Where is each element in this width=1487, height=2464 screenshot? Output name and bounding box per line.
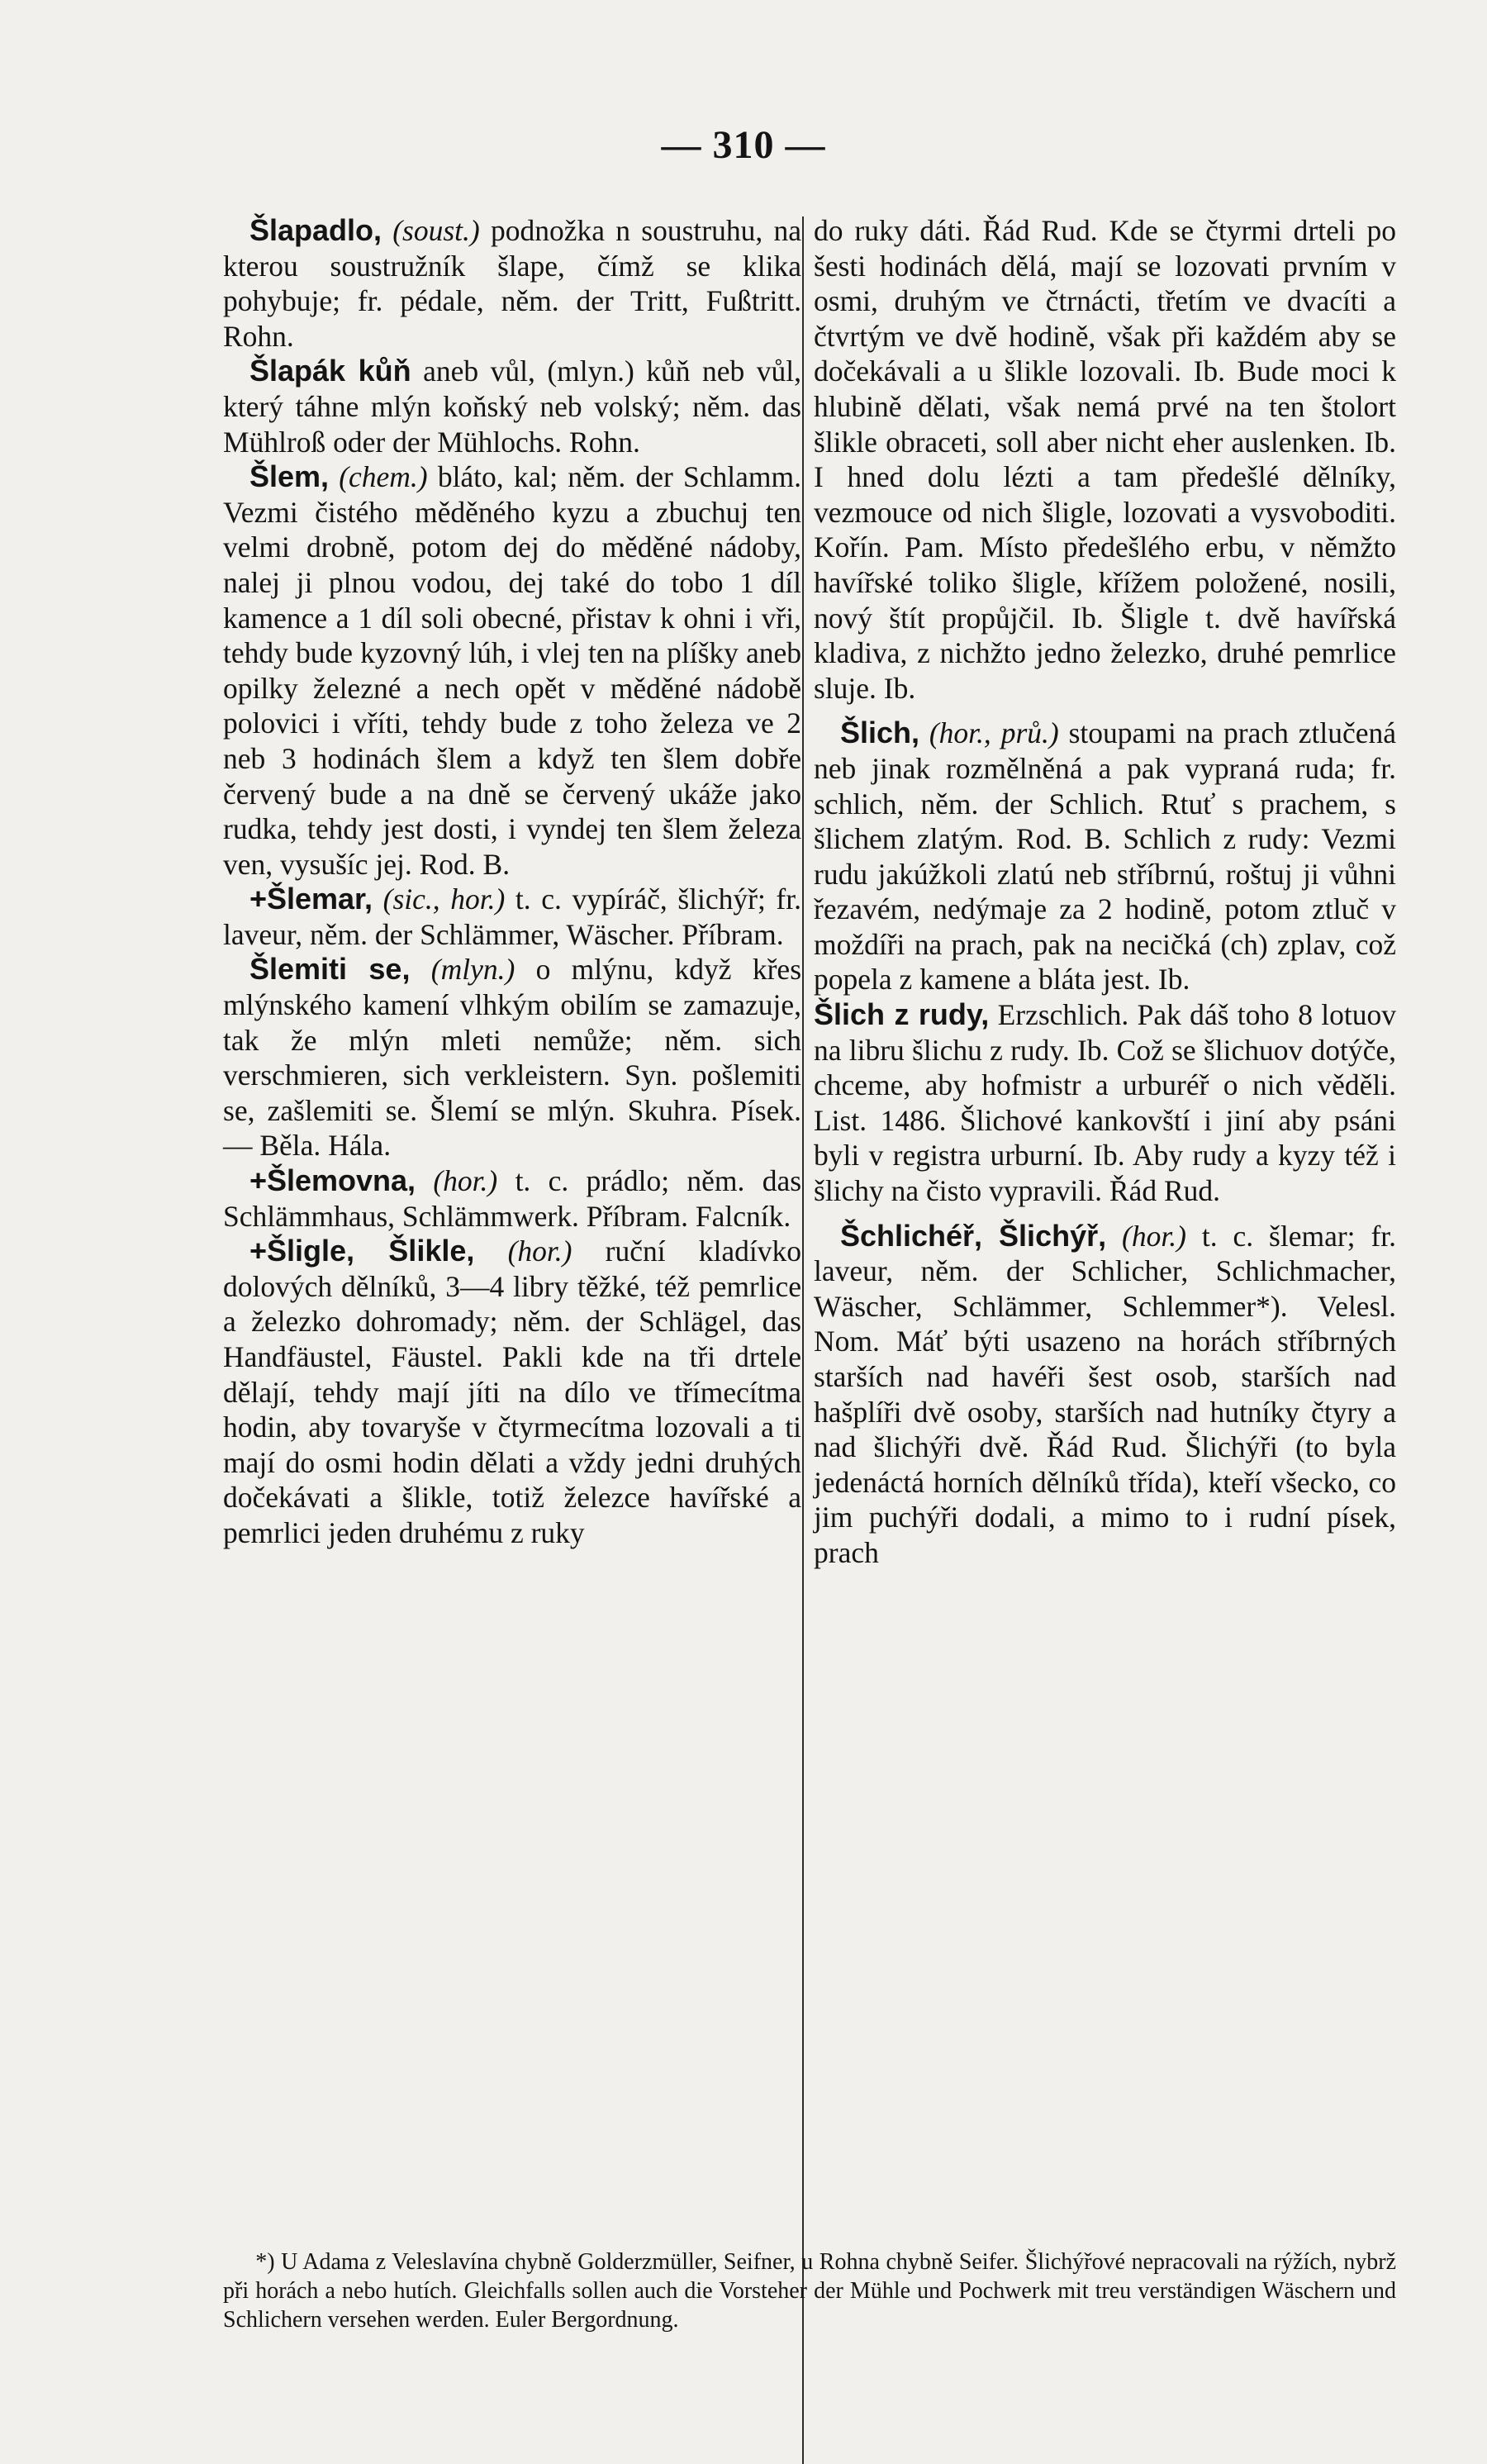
entry-text: aneb vůl, (mlyn.) kůň neb vůl, který táhne mlýn koňský neb volský; něm. das Mühlroß oder der Mühlochs. Rohn. xyxy=(223,354,801,459)
entry xyxy=(223,459,801,882)
entry-text: o mlýnu, když křes mlýnského kamení vlhkým obilím se zamazuje, tak že mlýn mleti nemůže; něm. sich verschmieren, sich verkleistern. Syn. pošlemiti se, zašlemiti se. Šlemí se mlýn. Skuhra. Písek. — Běla. Hála. xyxy=(223,953,802,1163)
headword: Šlem, xyxy=(249,459,329,494)
headword: +Šlemovna, xyxy=(249,1163,416,1198)
grammar-label: (hor.) xyxy=(1122,1219,1186,1253)
entry xyxy=(814,997,1396,1209)
left-column xyxy=(223,213,801,1551)
headword: +Šligle, Šlikle, xyxy=(249,1234,475,1268)
page-number: — 310 — xyxy=(661,123,826,167)
grammar-label: (hor.) xyxy=(507,1234,572,1268)
entry xyxy=(223,1234,801,1550)
entry xyxy=(814,716,1396,997)
footnote-text: *) U Adama z Veleslavína chybně Golderzmüller, Seifner, u Rohna chybně Seifer. Šlichýřové nepracovali na rýžích, nybrž při horách a nebo hutích. Gleichfalls sollen auch die Vorsteher der Mühle und Pochwerk mit treu verständigen Wäschern und Schlichern versehen werden. Euler Bergordnung. xyxy=(223,2249,1396,2333)
entry-text: t. c. vypíráč, šlichýř; fr. laveur, něm. der Schlämmer, Wäscher. Příbram. xyxy=(223,882,801,951)
grammar-label: (soust.) xyxy=(392,214,480,247)
footnote xyxy=(223,2248,1396,2334)
entry-text: bláto, kal; něm. der Schlamm. Vezmi čistého měděného kyzu a zbuchuj ten velmi drobně, potom dej do měděné nádoby, nalej ji plnou vodou, dej také do tobo 1 díl kamence a 1 díl soli obecné, přistav k ohni i vři, tehdy bude kyzovný lúh, i vlej ten na plíšky aneb opilky železné a nech opět v měděné nádobě polovici i vříti, tehdy bude z toho železa ve 2 neb 3 hodinách šlem a když ten šlem dobře červený bude a na dně se červený ukáže jako rudka, tehdy jest dosti, i vyndej ten šlem železa ven, vysušíc jej. Rod. B. xyxy=(223,460,801,881)
headword: Šlemiti se, xyxy=(249,952,411,987)
headword: Šlich, xyxy=(839,716,919,750)
right-column xyxy=(814,213,1396,1571)
grammar-label: (mlyn.) xyxy=(430,953,515,987)
entry-continuation xyxy=(814,213,1396,706)
headword: Šchlichéř, Šlichýř, xyxy=(839,1218,1107,1253)
entry xyxy=(814,1219,1396,1571)
grammar-label: (chem.) xyxy=(339,460,428,494)
headword: Šlich z rudy, xyxy=(814,997,990,1032)
entry xyxy=(223,952,801,1163)
entry xyxy=(223,213,801,354)
entry-text: t. c. prádlo; něm. das Schlämmhaus, Schlämmwerk. Příbram. Falcník. xyxy=(223,1164,802,1233)
entry xyxy=(223,1163,801,1234)
entry-text: do ruky dáti. Řád Rud. Kde se čtyrmi drteli po šesti hodinách dělá, mají se lozovati prvním v osmi, druhým ve čtrnácti, třetím ve dvacíti a čtvrtým ve dvě hodině, však při každém aby se dočekávali a u šlikle lozovali. Ib. Bude moci k hlubině dělati, však nemá prvé na ten štolort šlikle obraceti, soll aber nicht eher auslenken. Ib. I hned dolu lézti a tam předešlé dělníky, vezmouce od nich šligle, lozovati a vysvoboditi. Kořín. Pam. Místo předešlého erbu, v němžto havířské toliko šligle, křížem položené, nosili, nový štít propůjčil. Ib. Šligle t. dvě havířská kladiva, z nichžto jedno železko, druhé pemrlice sluje. Ib. xyxy=(814,214,1396,705)
headword: Šlapák kůň xyxy=(249,354,411,388)
entry-text: stoupami na prach ztlučená neb jinak rozmělněná a pak vypraná ruda; fr. schlich, něm. der Schlich. Rtuť s prachem, s šlichem zlatým. Rod. B. Schlich z rudy: Vezmi rudu jakúžkoli zlatú neb stříbrnú, roštuj ji vůhni řezavém, nedýmaje za 2 hodině, potom ztluč v moždíři na prach, pak na necičká (ch) zplav, což popela z kamene a bláta jest. Ib. xyxy=(814,716,1397,997)
entry-text: ruční kladívko dolových dělníků, 3—4 libry těžké, též pemrlice a železko dohromady; něm. der Schlägel, das Handfäustel, Fäustel. Pakli kde na tři drtele dělají, tehdy mají jíti na dílo ve třímecítma hodin, aby tovaryše v čtyrmecítma lozovali a ti mají do osmi hodin dělati a vždy jedni druhých dočekávati a šlikle, totiž železce havířské a pemrlici jeden druhému z ruky xyxy=(223,1234,802,1549)
entry-text: podnožka n soustruhu, na kterou soustružník šlape, čímž se klika pohybuje; fr. pédale, něm. der Tritt, Fußtritt. Rohn. xyxy=(223,214,802,353)
grammar-label: (sic., hor.) xyxy=(382,882,506,916)
headword: +Šlemar, xyxy=(249,882,373,916)
headword: Šlapadlo, xyxy=(249,213,382,247)
column-divider xyxy=(802,216,804,2464)
entry xyxy=(223,882,801,952)
grammar-label: (hor.) xyxy=(433,1164,498,1198)
entry-text: Erzschlich. Pak dáš toho 8 lotuov na libru šlichu z rudy. Ib. Což se šlichuov dotýče, chceme, aby hofmistr a urburéř o nich věděli. List. 1486. Šlichové kankovští i jiní aby psáni byli v registra urburní. Ib. Aby rudy a kyzy též i šlichy na čisto vypravili. Řád Rud. xyxy=(814,998,1397,1208)
entry-text: t. c. šlemar; fr. laveur, něm. der Schlicher, Schlichmacher, Wäscher, Schlämmer, Schlemmer*). Velesl. Nom. Máť býti usazeno na horách stříbrných starších nad havéři šest osob, starších nad hašplíři dvě osoby, starších nad hutníky čtyry a nad šlichýři dvě. Řád Rud. Šlichýři (to byla jedenáctá horních dělníků třída), kteří všecko, co jim puchýři dodali, a mimo to i rudní písek, prach xyxy=(814,1219,1397,1569)
entry xyxy=(223,354,801,459)
grammar-label: (hor., prů.) xyxy=(929,716,1059,750)
